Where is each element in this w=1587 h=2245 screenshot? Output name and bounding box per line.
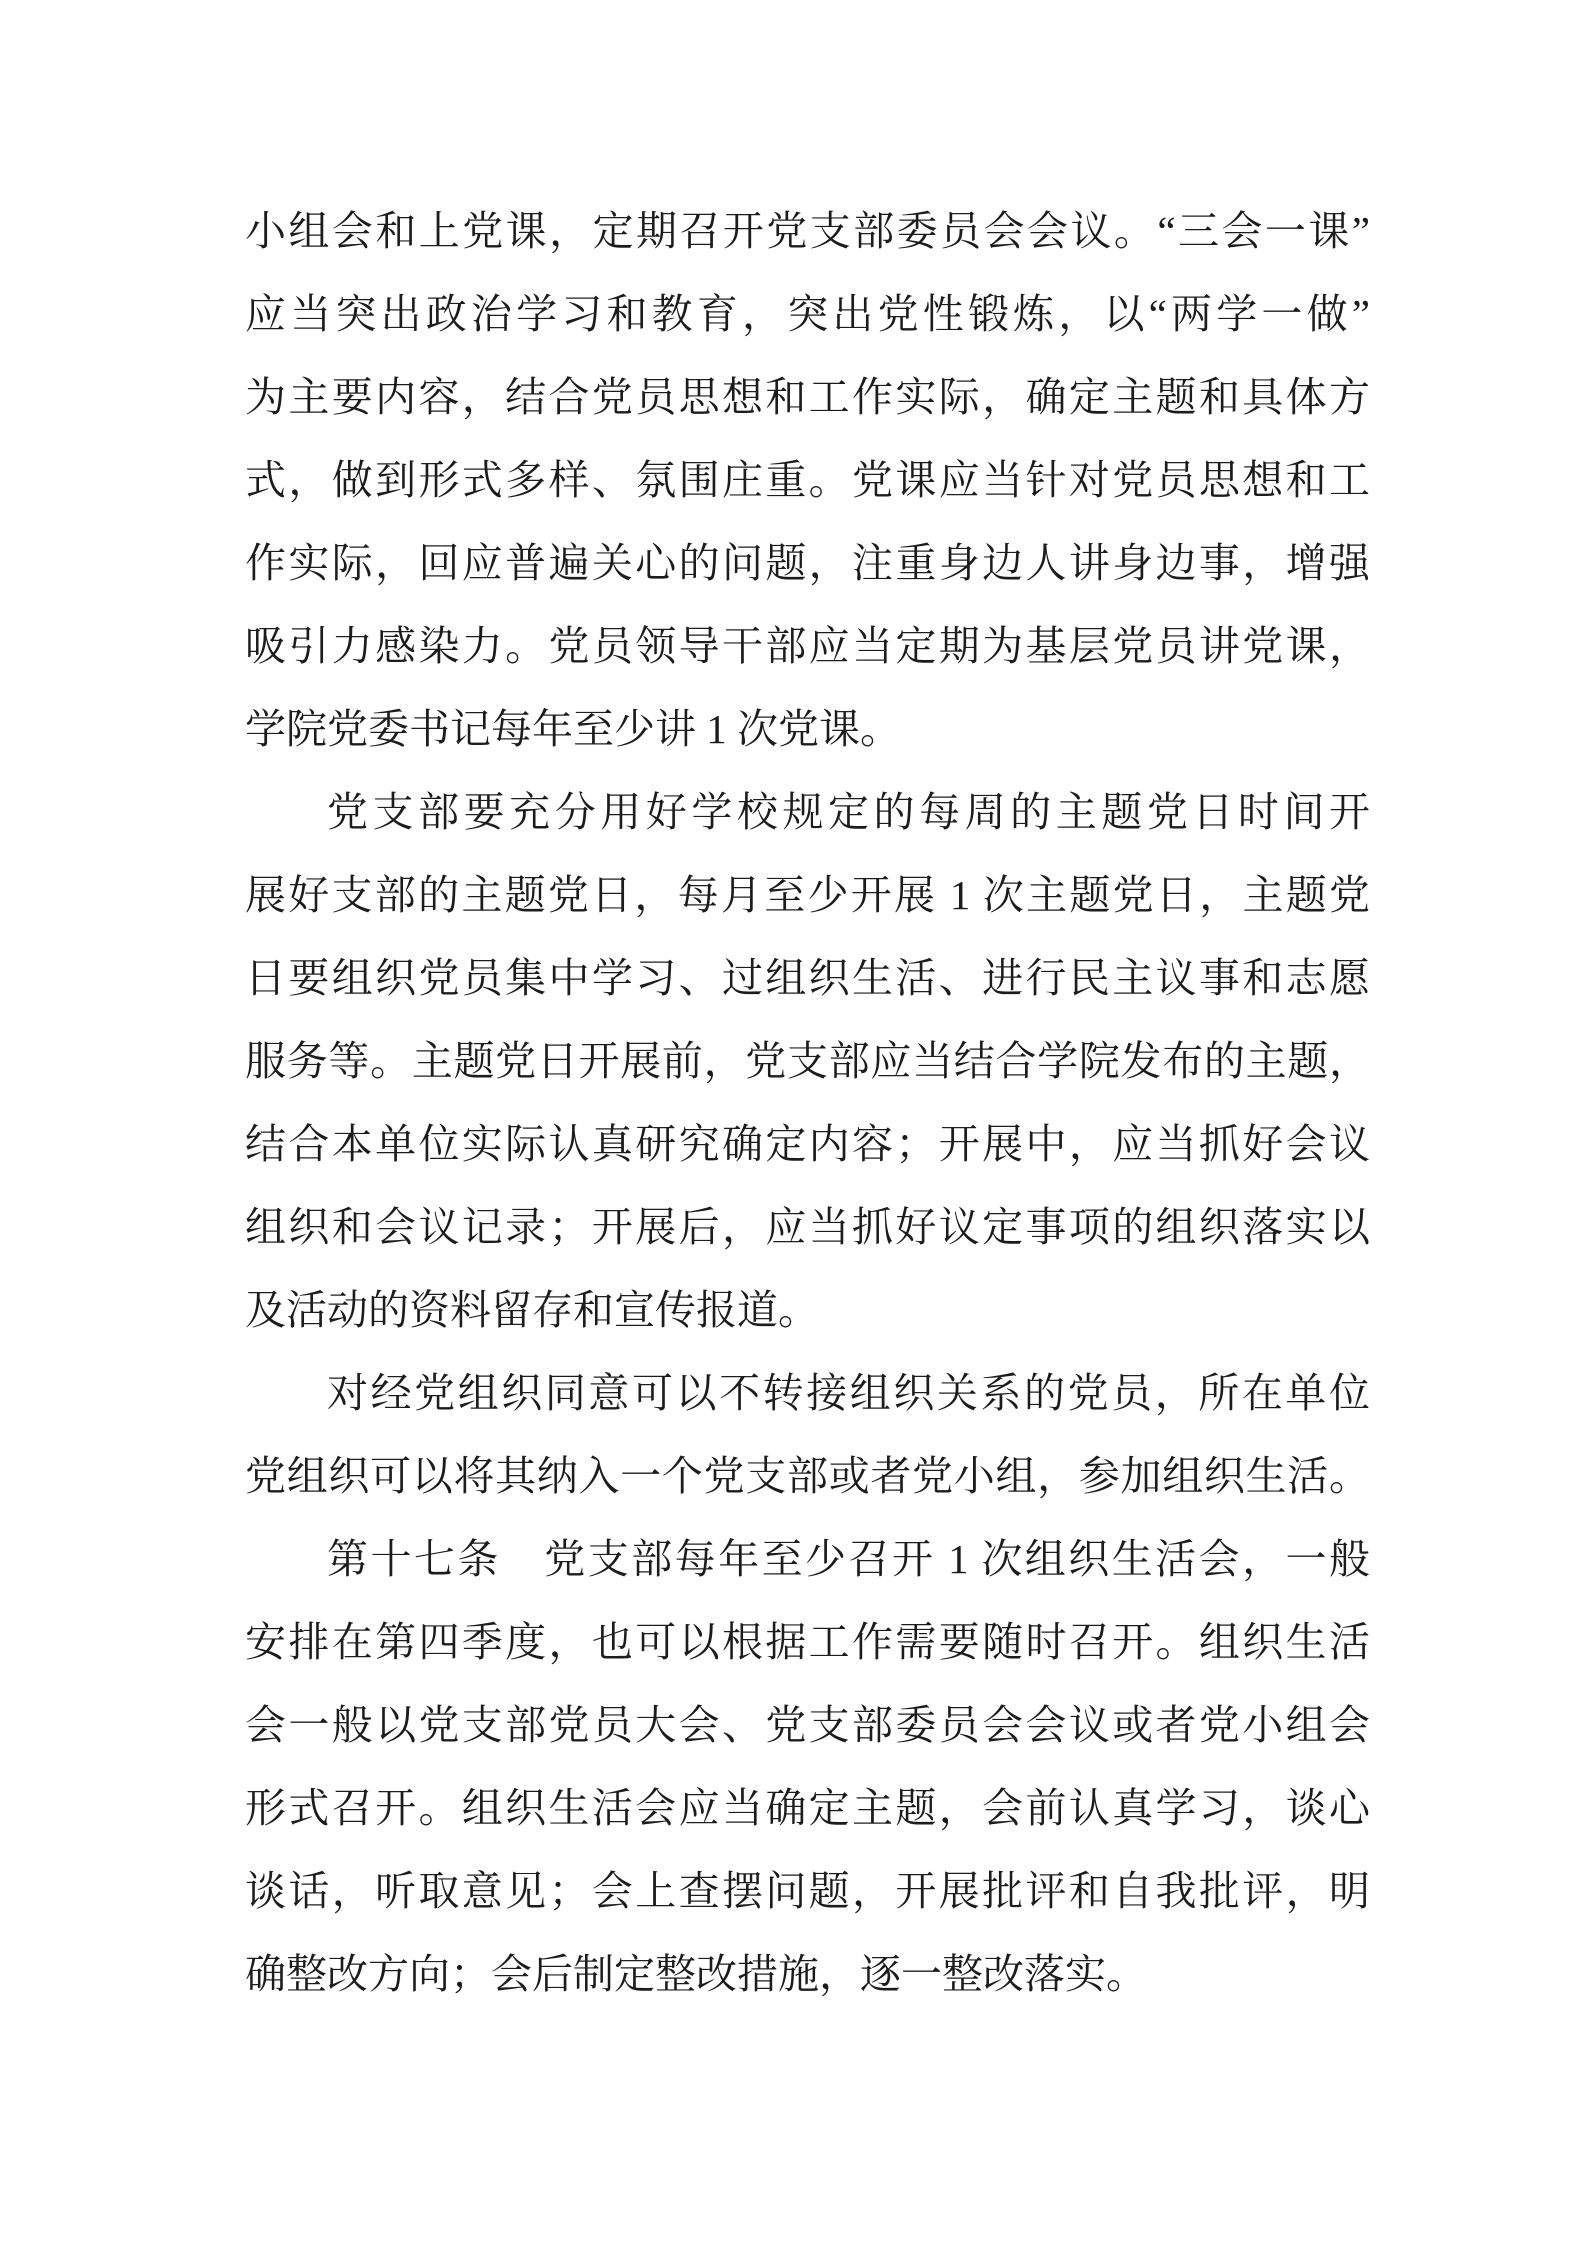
text-line: 吸引力感染力。党员领导干部应当定期为基层党员讲党课， [245, 623, 1370, 669]
text-line: 安排在第四季度，也可以根据工作需要随时召开。组织生活 [245, 1619, 1370, 1665]
text-line: 展好支部的主题党日，每月至少开展 1 次主题党日，主题党 [245, 872, 1370, 918]
text-line: 应当突出政治学习和教育，突出党性锻炼，以“两学一做” [245, 291, 1370, 337]
text-line: 为主要内容，结合党员思想和工作实际，确定主题和具体方 [245, 374, 1370, 420]
text-line: 结合本单位实际认真研究确定内容；开展中，应当抓好会议 [245, 1121, 1370, 1167]
text-line: 作实际，回应普遍关心的问题，注重身边人讲身边事，增强 [245, 540, 1370, 586]
text-line: 日要组织党员集中学习、过组织生活、进行民主议事和志愿 [245, 955, 1370, 1001]
text-line: 会一般以党支部党员大会、党支部委员会会议或者党小组会 [245, 1702, 1370, 1748]
text-line: 党组织可以将其纳入一个党支部或者党小组，参加组织生活。 [245, 1453, 1370, 1499]
text-line: 式，做到形式多样、氛围庄重。党课应当针对党员思想和工 [245, 457, 1370, 503]
text-line: 确整改方向；会后制定整改措施，逐一整改落实。 [245, 1951, 1147, 1997]
text-line: 党支部要充分用好学校规定的每周的主题党日时间开 [327, 789, 1370, 835]
text-line: 第十七条 党支部每年至少召开 1 次组织生活会，一般 [327, 1536, 1370, 1582]
text-line: 服务等。主题党日开展前，党支部应当结合学院发布的主题， [245, 1038, 1370, 1084]
paragraph [245, 771, 1370, 1352]
paragraph-continuation [245, 190, 1370, 771]
text-line: 形式召开。组织生活会应当确定主题，会前认真学习，谈心 [245, 1785, 1370, 1831]
paragraph-article-17 [245, 1518, 1370, 2016]
text-line: 对经党组织同意可以不转接组织关系的党员，所在单位 [327, 1370, 1370, 1416]
text-line: 及活动的资料留存和宣传报道。 [245, 1287, 819, 1333]
paragraph [245, 1352, 1370, 1518]
text-line: 小组会和上党课，定期召开党支部委员会会议。“三会一课” [245, 208, 1370, 254]
text-line: 谈话，听取意见；会上查摆问题，开展批评和自我批评，明 [245, 1868, 1370, 1914]
text-line: 学院党委书记每年至少讲 1 次党课。 [245, 706, 901, 752]
text-line: 组织和会议记录；开展后，应当抓好议定事项的组织落实以 [245, 1204, 1370, 1250]
